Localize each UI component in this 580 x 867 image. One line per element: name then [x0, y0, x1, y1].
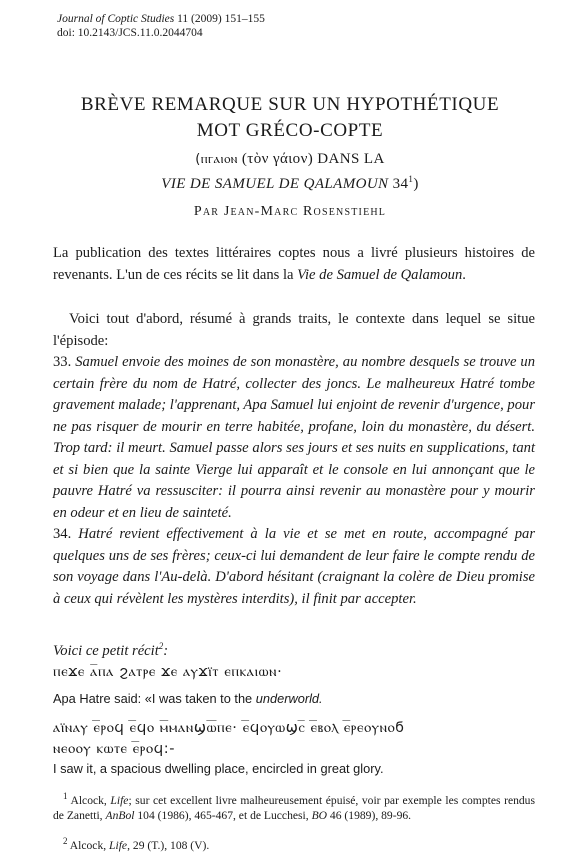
summary-33: [53, 352, 535, 524]
fn-italic: BO: [311, 809, 328, 822]
fn-text: , 29 (T.), 108 (V).: [127, 839, 210, 852]
paragraph-intro: [53, 243, 535, 286]
voici-line: [53, 641, 535, 663]
coptic-line-2b: ⲛⲉⲟⲟⲩ ⲕⲱⲧⲉ ⲉ̅ⲣⲟϥ:-: [53, 741, 176, 757]
subtitle-number: 34: [388, 176, 409, 192]
coptic-line-2: [53, 718, 553, 760]
title-line-2: MOT GRÉCO-COPTE: [196, 120, 384, 141]
footnote-number: 2: [63, 836, 68, 847]
footnote-ref: 2: [158, 641, 164, 652]
article-title: [40, 92, 540, 144]
subtitle-greek: (τὸν γάιον) DANS LA: [237, 151, 385, 167]
doi: doi: 10.2143/JCS.11.0.2044704: [57, 27, 203, 39]
author-byline: Par Jean-Marc Rosenstiehl: [193, 204, 387, 219]
section-text: Samuel envoie des moines de son monastère, au nombre desquels se trouve un certain frère du nom de Hatré, collecter des joncs. Le malheureux Hatré tombe gravement malade; l'apprenant, Apa Samuel lui enjoint de revenir d'urgence, pour ne pas risquer de mourir en terre habitée, profane, loin du monastère, du désert. Trop tard: il meurt. Samuel passe alors ses jours et ses nuits en supplications, tant et si bien que la sainte Vierge lui apparaît et le console en lui annonçant que le pauvre Hatré va ressusciter: il pourra ainsi revenir au monastère pour y mourir en odeur et en lieu de sainteté.: [53, 354, 535, 521]
footnote-1: [53, 793, 535, 823]
translation-italic: underworld.: [255, 691, 323, 706]
fn-text: 104 (1986), 465-467, et de Lucchesi,: [134, 809, 312, 822]
article-subtitle: [40, 147, 540, 196]
footnote-number: 1: [63, 791, 68, 802]
translation-line-1: [53, 691, 323, 706]
fn-italic: Life: [110, 794, 129, 807]
section-text: Hatré revient effectivement à la vie et se met en route, accompagné par quelques uns de ses frères; ceux-ci lui demandent de leur faire le compte rendu de son voyage dans l'Au-delà. D'abord hésitant (craignant la colère de Dieu promise à ceux qui révèlent les mystères interdits), il finit par accepter.: [53, 526, 535, 607]
summary-block: [53, 352, 535, 610]
intro-title-italic: Vie de Samuel de Qalamoun: [297, 266, 463, 283]
intro-text: La publication des textes littéraires coptes nous a livré plusieurs histoires de revenants. L'un de ces récits se lit dans la: [53, 245, 535, 283]
subtitle-close: ): [413, 176, 419, 192]
fn-text: ; sur cet excellent livre malheureusement épuisé, voir par exemple les comptes rendus de Zanetti,: [53, 794, 535, 822]
summary-34: [53, 524, 535, 610]
section-number: 33.: [53, 354, 72, 370]
section-number: 34.: [53, 526, 72, 542]
translation-text: Apa Hatre said: «I was taken to the: [53, 691, 256, 706]
fn-italic: AnBol: [105, 809, 135, 822]
footnote-2: [53, 838, 535, 853]
subtitle-work: VIE DE SAMUEL DE QALAMOUN: [161, 176, 389, 192]
voici-colon: :: [163, 643, 169, 659]
fn-italic: Life: [109, 839, 128, 852]
coptic-line-2a: ⲁⲓ̈ⲛⲁⲩ ⲉ̅ⲣⲟϥ ⲉ̅ϥⲟ ⲙ̅ⲙⲁⲛϣⲱ̅ⲡⲉ· ⲉ̅ϥⲟⲩⲱϣⲥ̅ ⲉ̅ⲃⲟⲗ ⲉ̅ⲣⲉⲟⲩⲛⲟϭ: [53, 720, 405, 736]
subtitle-coptic: (ⲡⲅⲁⲓⲟⲛ: [195, 152, 238, 167]
paragraph-context: Voici tout d'abord, résumé à grands traits, le contexte dans lequel se situe l'épisode:: [53, 311, 535, 349]
title-line-1: BRÈVE REMARQUE SUR UN HYPOTHÉTIQUE: [80, 94, 500, 115]
fn-text: Alcock,: [67, 794, 111, 807]
intro-end: .: [462, 266, 466, 283]
coptic-line-1: ⲡⲉϫⲉ ⲁ̅ⲡⲁ ϩⲁⲧⲣⲉ ϫⲉ ⲁⲩϫⲓ̈ⲧ ⲉⲡⲕⲁⲓⲱⲛ·: [53, 664, 283, 680]
fn-text: 46 (1989), 89-96.: [327, 809, 412, 822]
subtitle-footnote-ref: 1: [408, 174, 414, 184]
volume-pages: 11 (2009) 151–155: [174, 13, 265, 25]
journal-name: Journal of Coptic Studies: [57, 13, 175, 25]
translation-line-2: I saw it, a spacious dwelling place, encircled in great glory.: [53, 761, 384, 776]
running-header: [57, 12, 265, 40]
fn-text: Alcock,: [67, 839, 110, 852]
voici-text: Voici ce petit récit: [53, 643, 159, 659]
